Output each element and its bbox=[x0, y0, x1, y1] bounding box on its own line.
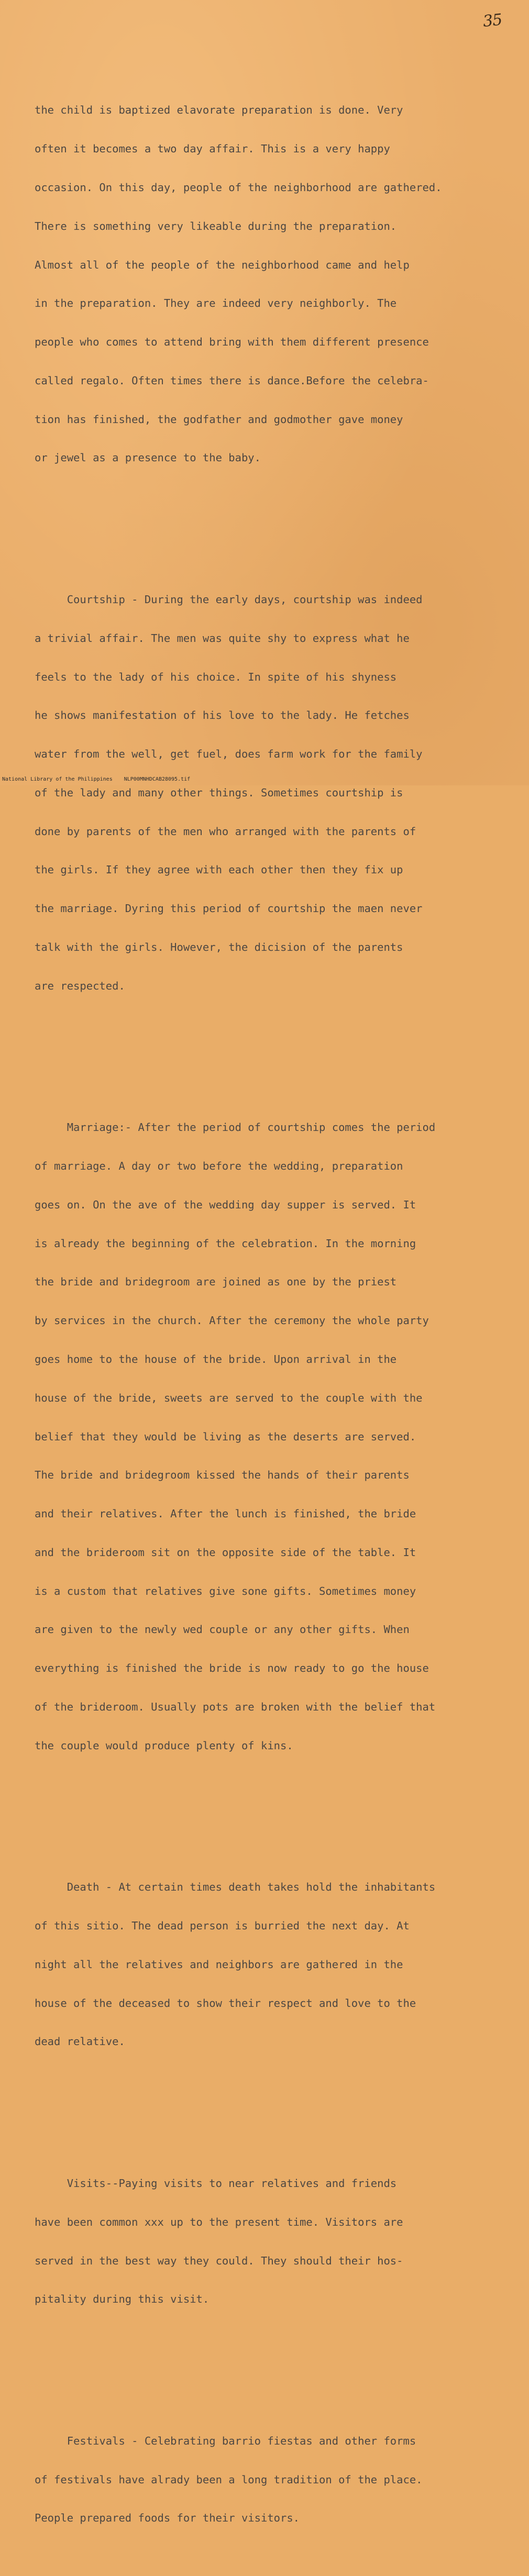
text-line: people who comes to attend bring with them different presence bbox=[35, 336, 429, 349]
footer-filename: NLP00MNHDCAB28095.tif bbox=[124, 776, 191, 782]
text-line: everything is finished the bride is now ready to go the house bbox=[35, 1662, 429, 1675]
text-line: of marriage. A day or two before the wedding, preparation bbox=[35, 1160, 403, 1173]
paragraph-gap bbox=[35, 2100, 506, 2113]
paragraph-festivals bbox=[35, 2409, 506, 2551]
text-line: and their relatives. After the lunch is finished, the bride bbox=[35, 1507, 416, 1520]
text-line: or jewel as a presence to the baby. bbox=[35, 451, 261, 464]
text-line: of the brideroom. Usually pots are broken with the belief that bbox=[35, 1701, 436, 1713]
text-line: water from the well, get fuel, does farm work for the family bbox=[35, 748, 423, 761]
text-line: belief that they would be living as the deserts are served. bbox=[35, 1430, 416, 1443]
text-line: There is something very likeable during the preparation. bbox=[35, 219, 397, 232]
paragraph-visits bbox=[35, 2151, 506, 2331]
paragraph-death bbox=[35, 1855, 506, 2074]
paragraph-baptism bbox=[35, 78, 506, 490]
text-line: night all the relatives and neighbors are gathered in the bbox=[35, 1958, 403, 1971]
text-line: tion has finished, the godfather and godmother gave money bbox=[35, 413, 403, 426]
text-line: of festivals have alrady been a long tradition of the place. bbox=[35, 2473, 423, 2486]
paragraph-marriage bbox=[35, 1095, 506, 1778]
paragraph-courtship bbox=[35, 568, 506, 1018]
paragraph-gap bbox=[35, 516, 506, 529]
text-line: is a custom that relatives give sone gifts. Sometimes money bbox=[35, 1584, 416, 1597]
text-line: The bride and bridegroom kissed the hands of their parents bbox=[35, 1469, 410, 1482]
text-line: of this sitio. The dead person is burried the next day. At bbox=[35, 1919, 410, 1933]
text-line: house of the bride, sweets are served to the couple with the bbox=[35, 1391, 423, 1404]
text-line: Courtship - During the early days, courtship was indeed bbox=[35, 593, 423, 606]
text-line: Almost all of the people of the neighborhood came and help bbox=[35, 258, 410, 271]
text-line: Death - At certain times death takes hold the inhabitants bbox=[35, 1881, 436, 1894]
footer-library: National Library of the Philippines bbox=[2, 776, 113, 782]
text-line: People prepared foods for their visitors. bbox=[35, 2512, 300, 2525]
text-line: the child is baptized elavorate preparation is done. Very bbox=[35, 104, 403, 117]
text-line: goes on. On the ave of the wedding day supper is served. It bbox=[35, 1198, 416, 1211]
text-line: house of the deceased to show their respect and love to the bbox=[35, 1996, 416, 2009]
text-line: done by parents of the men who arranged with the parents of bbox=[35, 825, 416, 838]
text-line: have been common xxx up to the present time. Visitors are bbox=[35, 2215, 403, 2228]
text-line: dead relative. bbox=[35, 2035, 125, 2048]
text-line: by services in the church. After the ceremony the whole party bbox=[35, 1314, 429, 1327]
body-text bbox=[35, 52, 506, 2576]
text-line: the marriage. Dyring this period of courtship the maen never bbox=[35, 902, 423, 915]
text-line: Festivals - Celebrating barrio fiestas and other forms bbox=[35, 2434, 416, 2447]
text-line: talk with the girls. However, the dicision of the parents bbox=[35, 940, 403, 953]
text-line: occasion. On this day, people of the neighborhood are gathered. bbox=[35, 181, 442, 194]
text-line: of the lady and many other things. Sometimes courtship is bbox=[35, 786, 403, 799]
text-line: in the preparation. They are indeed very neighborly. The bbox=[35, 297, 397, 310]
text-line: are given to the newly wed couple or any other gifts. When bbox=[35, 1623, 410, 1636]
paragraph-gap bbox=[35, 1804, 506, 1817]
text-line: Visits--Paying visits to near relatives and friends bbox=[35, 2177, 397, 2190]
page-number: 35 bbox=[482, 10, 503, 31]
text-line: served in the best way they could. They should their hos- bbox=[35, 2254, 403, 2267]
paragraph-gap bbox=[35, 1044, 506, 1057]
text-line: a trivial affair. The men was quite shy to express what he bbox=[35, 631, 410, 645]
text-line: feels to the lady of his choice. In spite of his shyness bbox=[35, 670, 397, 683]
text-line: and the brideroom sit on the opposite side of the table. It bbox=[35, 1546, 416, 1559]
text-line: goes home to the house of the bride. Upon arrival in the bbox=[35, 1352, 397, 1365]
text-line: often it becomes a two day affair. This is a very happy bbox=[35, 142, 390, 156]
text-line: the bride and bridegroom are joined as one by the priest bbox=[35, 1275, 397, 1289]
paragraph-gap bbox=[35, 2357, 506, 2370]
scan-footer bbox=[2, 776, 202, 782]
text-line: pitality during this visit. bbox=[35, 2293, 210, 2306]
text-line: the couple would produce plenty of kins. bbox=[35, 1739, 293, 1752]
text-line: the girls. If they agree with each other then they fix up bbox=[35, 863, 403, 876]
text-line: are respected. bbox=[35, 979, 125, 992]
text-line: he shows manifestation of his love to the lady. He fetches bbox=[35, 709, 410, 722]
text-line: called regalo. Often times there is dance.Before the celebra- bbox=[35, 374, 429, 387]
text-line: Marriage:- After the period of courtship comes the period bbox=[35, 1121, 436, 1134]
text-line: is already the beginning of the celebration. In the morning bbox=[35, 1237, 416, 1250]
